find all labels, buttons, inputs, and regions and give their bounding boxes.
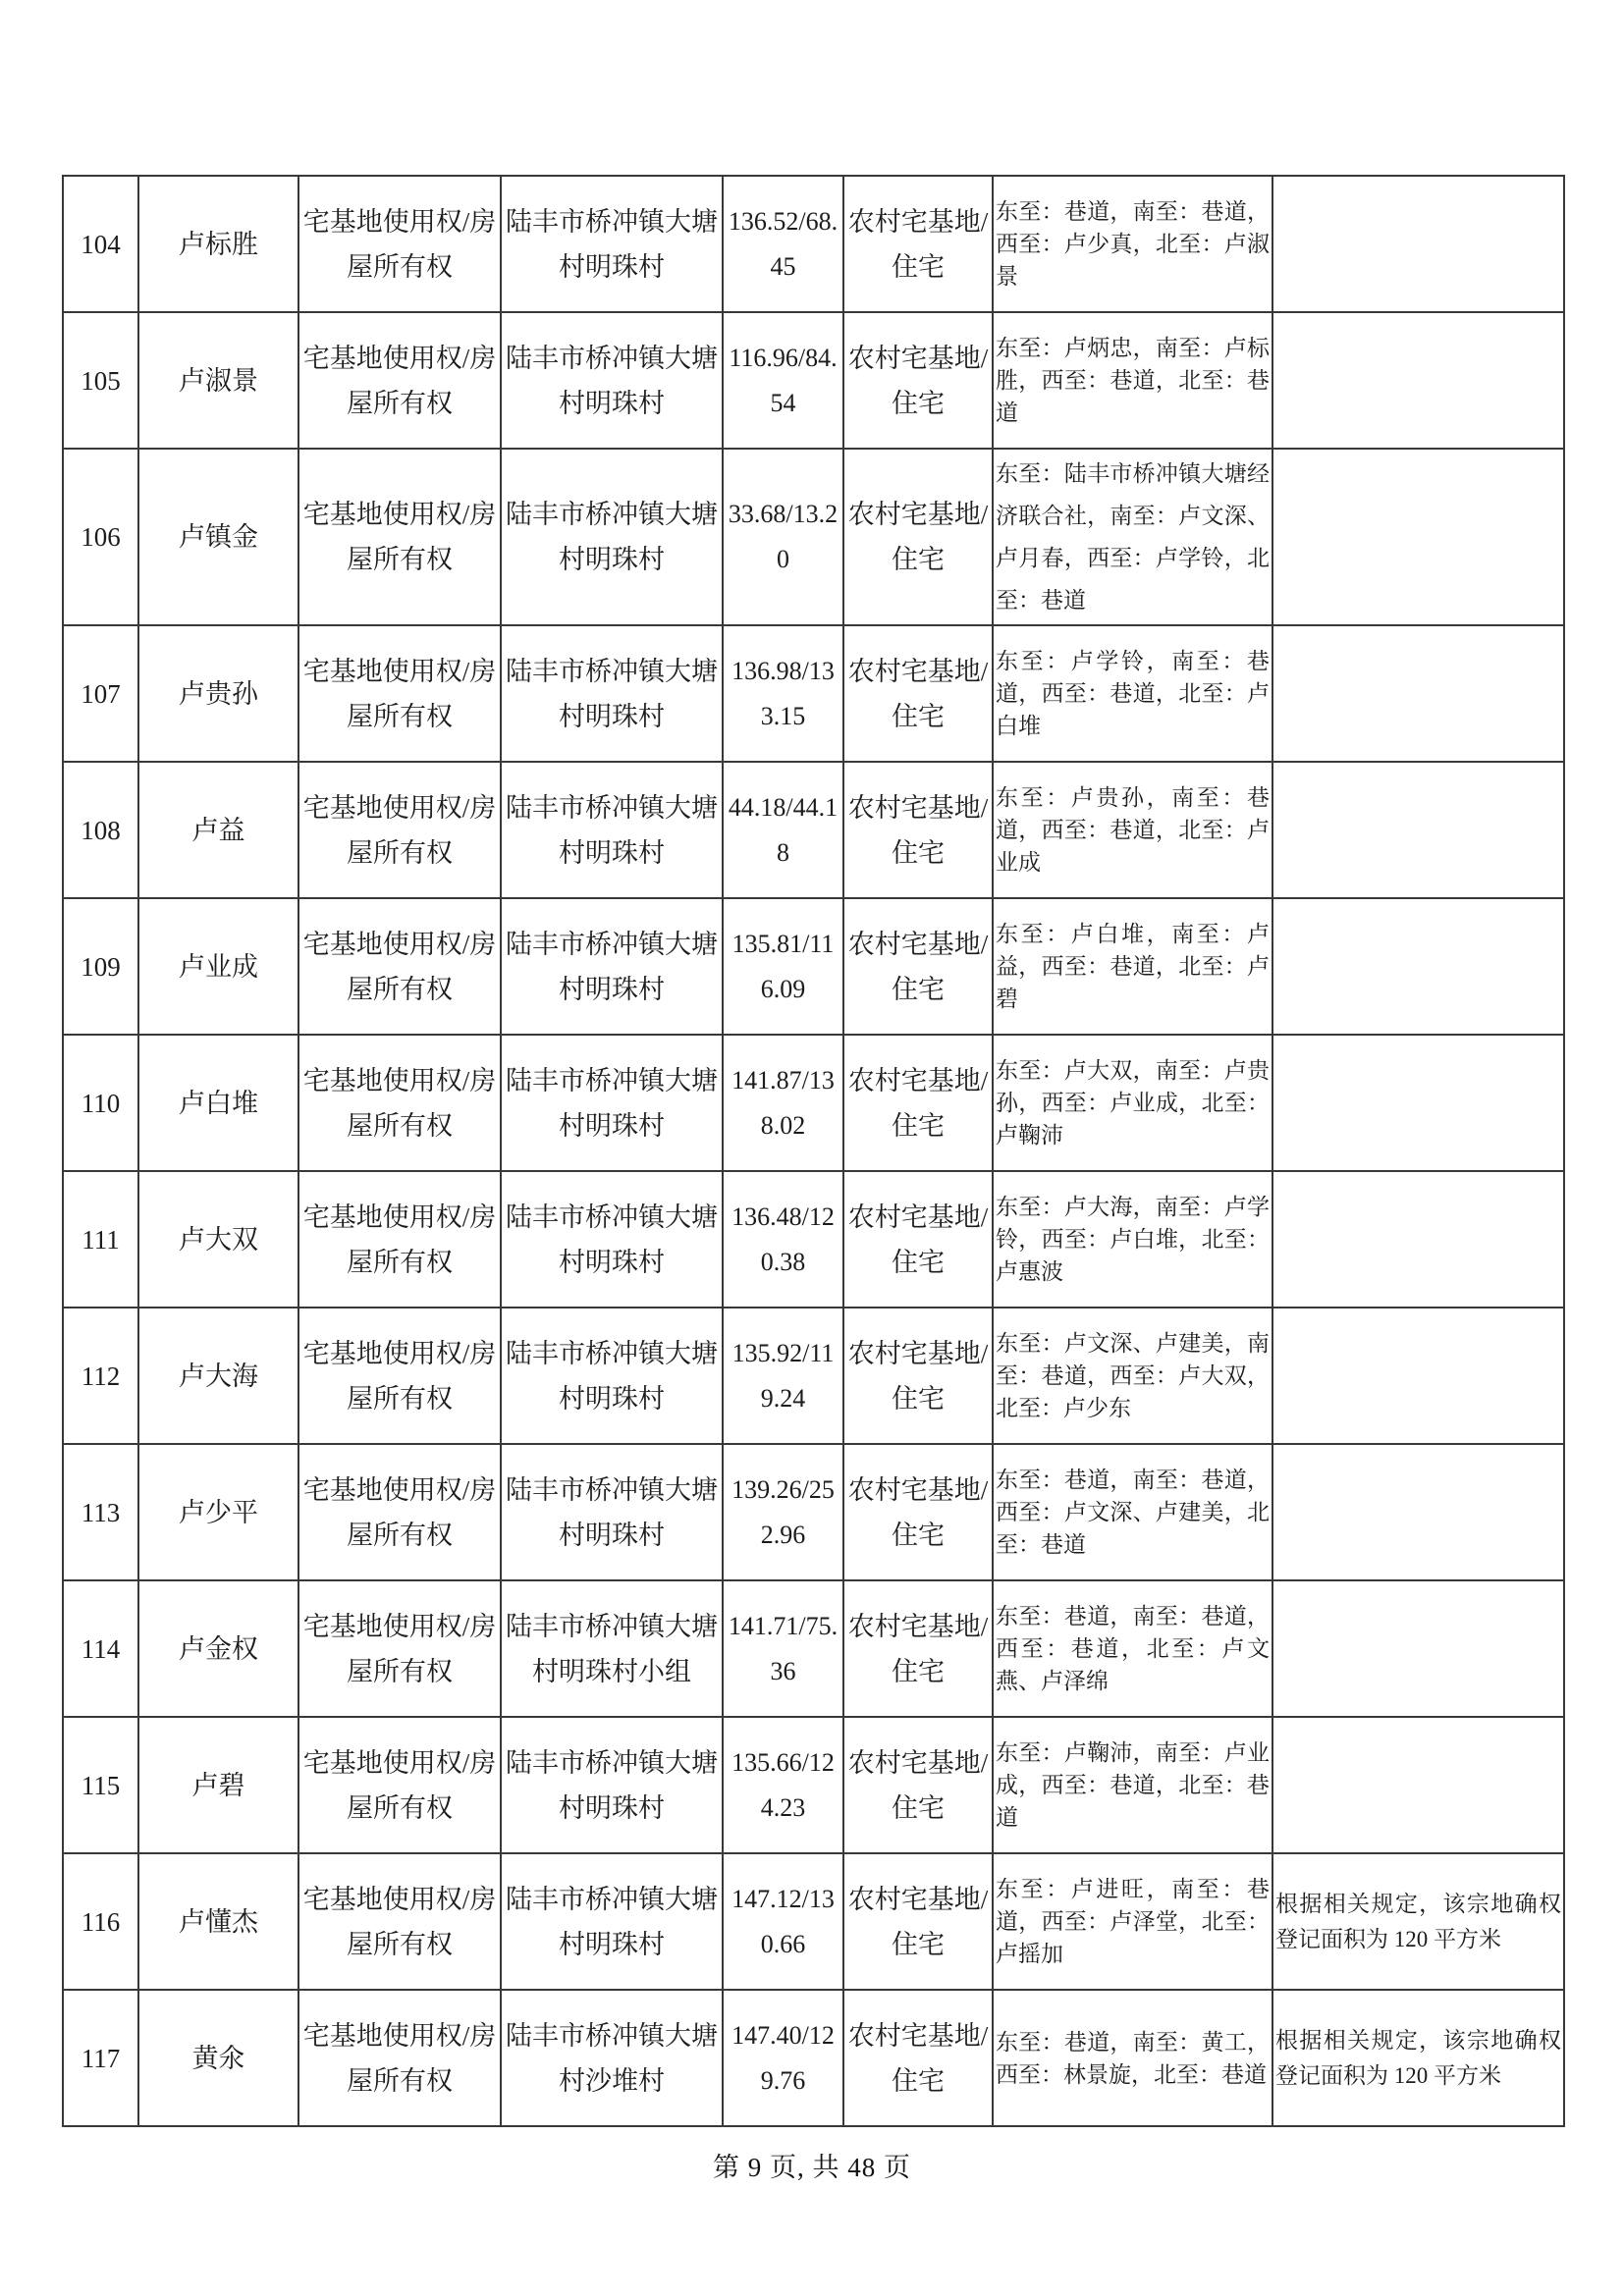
cell-boundaries: 东至：卢文深、卢建美，南至：巷道，西至：卢大双，北至：卢少东 [993, 1308, 1272, 1444]
page-footer: 第 9 页, 共 48 页 [713, 2153, 911, 2182]
cell-owner-name: 卢懂杰 [138, 1853, 298, 1990]
cell-note [1272, 1580, 1564, 1717]
cell-number: 114 [63, 1580, 138, 1717]
cell-number: 105 [63, 312, 138, 449]
cell-boundaries: 东至：巷道，南至：巷道，西至：巷道，北至：卢文燕、卢泽绵 [993, 1580, 1272, 1717]
cell-location: 陆丰市桥冲镇大塘村明珠村 [501, 176, 723, 312]
cell-note [1272, 1717, 1564, 1853]
table-row [63, 1444, 1564, 1580]
cell-location: 陆丰市桥冲镇大塘村明珠村 [501, 1717, 723, 1853]
cell-note [1272, 1171, 1564, 1308]
cell-number: 107 [63, 625, 138, 762]
cell-number: 109 [63, 898, 138, 1035]
cell-land-type: 农村宅基地/住宅 [843, 625, 993, 762]
cell-rights-type: 宅基地使用权/房屋所有权 [298, 312, 501, 449]
cell-area: 136.48/120.38 [723, 1171, 843, 1308]
table-row [63, 625, 1564, 762]
cell-location: 陆丰市桥冲镇大塘村明珠村 [501, 1444, 723, 1580]
cell-rights-type: 宅基地使用权/房屋所有权 [298, 625, 501, 762]
cell-owner-name: 卢贵孙 [138, 625, 298, 762]
cell-owner-name: 卢少平 [138, 1444, 298, 1580]
cell-rights-type: 宅基地使用权/房屋所有权 [298, 1580, 501, 1717]
cell-rights-type: 宅基地使用权/房屋所有权 [298, 176, 501, 312]
cell-land-type: 农村宅基地/住宅 [843, 1990, 993, 2126]
cell-number: 111 [63, 1171, 138, 1308]
cell-owner-name: 卢大海 [138, 1308, 298, 1444]
cell-land-type: 农村宅基地/住宅 [843, 1035, 993, 1171]
cell-location: 陆丰市桥冲镇大塘村明珠村 [501, 1171, 723, 1308]
cell-number: 108 [63, 762, 138, 898]
cell-owner-name: 卢标胜 [138, 176, 298, 312]
cell-rights-type: 宅基地使用权/房屋所有权 [298, 1171, 501, 1308]
cell-number: 106 [63, 449, 138, 625]
cell-land-type: 农村宅基地/住宅 [843, 1717, 993, 1853]
cell-land-type: 农村宅基地/住宅 [843, 1171, 993, 1308]
cell-boundaries: 东至：卢炳忠，南至：卢标胜，西至：巷道，北至：巷道 [993, 312, 1272, 449]
cell-owner-name: 卢镇金 [138, 449, 298, 625]
cell-owner-name: 卢白堆 [138, 1035, 298, 1171]
cell-rights-type: 宅基地使用权/房屋所有权 [298, 1717, 501, 1853]
cell-boundaries: 东至：卢大海，南至：卢学铃，西至：卢白堆，北至：卢惠波 [993, 1171, 1272, 1308]
land-rights-table [62, 175, 1565, 2127]
table-row [63, 312, 1564, 449]
cell-area: 147.40/129.76 [723, 1990, 843, 2126]
cell-location: 陆丰市桥冲镇大塘村明珠村 [501, 762, 723, 898]
cell-location: 陆丰市桥冲镇大塘村沙堆村 [501, 1990, 723, 2126]
table-row [63, 1308, 1564, 1444]
cell-boundaries: 东至：卢贵孙，南至：巷道，西至：巷道，北至：卢业成 [993, 762, 1272, 898]
cell-rights-type: 宅基地使用权/房屋所有权 [298, 1308, 501, 1444]
cell-land-type: 农村宅基地/住宅 [843, 312, 993, 449]
cell-area: 135.81/116.09 [723, 898, 843, 1035]
cell-rights-type: 宅基地使用权/房屋所有权 [298, 1444, 501, 1580]
cell-land-type: 农村宅基地/住宅 [843, 1444, 993, 1580]
cell-number: 104 [63, 176, 138, 312]
cell-number: 113 [63, 1444, 138, 1580]
table-row [63, 1035, 1564, 1171]
cell-boundaries: 东至：卢白堆，南至：卢益，西至：巷道，北至：卢碧 [993, 898, 1272, 1035]
cell-location: 陆丰市桥冲镇大塘村明珠村小组 [501, 1580, 723, 1717]
table-row [63, 449, 1564, 625]
cell-note [1272, 312, 1564, 449]
cell-land-type: 农村宅基地/住宅 [843, 762, 993, 898]
cell-location: 陆丰市桥冲镇大塘村明珠村 [501, 898, 723, 1035]
cell-location: 陆丰市桥冲镇大塘村明珠村 [501, 1308, 723, 1444]
cell-area: 44.18/44.18 [723, 762, 843, 898]
cell-note: 根据相关规定，该宗地确权登记面积为 120 平方米 [1272, 1853, 1564, 1990]
cell-area: 141.87/138.02 [723, 1035, 843, 1171]
cell-area: 135.92/119.24 [723, 1308, 843, 1444]
cell-owner-name: 黄氽 [138, 1990, 298, 2126]
cell-boundaries: 东至：陆丰市桥冲镇大塘经济联合社，南至：卢文深、卢月春，西至：卢学铃，北至：巷道 [993, 449, 1272, 625]
cell-area: 136.52/68.45 [723, 176, 843, 312]
cell-location: 陆丰市桥冲镇大塘村明珠村 [501, 312, 723, 449]
cell-land-type: 农村宅基地/住宅 [843, 1580, 993, 1717]
cell-land-type: 农村宅基地/住宅 [843, 449, 993, 625]
cell-owner-name: 卢金权 [138, 1580, 298, 1717]
table-row [63, 1990, 1564, 2126]
cell-area: 139.26/252.96 [723, 1444, 843, 1580]
cell-land-type: 农村宅基地/住宅 [843, 1308, 993, 1444]
table-row [63, 1717, 1564, 1853]
cell-rights-type: 宅基地使用权/房屋所有权 [298, 449, 501, 625]
cell-boundaries: 东至：巷道，南至：黄工，西至：林景旋，北至：巷道 [993, 1990, 1272, 2126]
cell-owner-name: 卢业成 [138, 898, 298, 1035]
cell-note [1272, 1308, 1564, 1444]
cell-number: 116 [63, 1853, 138, 1990]
cell-note [1272, 762, 1564, 898]
table-row [63, 1580, 1564, 1717]
cell-note [1272, 898, 1564, 1035]
cell-owner-name: 卢大双 [138, 1171, 298, 1308]
cell-rights-type: 宅基地使用权/房屋所有权 [298, 1035, 501, 1171]
cell-boundaries: 东至：卢大双，南至：卢贵孙，西至：卢业成，北至：卢鞠沛 [993, 1035, 1272, 1171]
cell-owner-name: 卢碧 [138, 1717, 298, 1853]
cell-location: 陆丰市桥冲镇大塘村明珠村 [501, 625, 723, 762]
table-row [63, 762, 1564, 898]
cell-note [1272, 625, 1564, 762]
cell-area: 33.68/13.20 [723, 449, 843, 625]
cell-location: 陆丰市桥冲镇大塘村明珠村 [501, 1035, 723, 1171]
cell-rights-type: 宅基地使用权/房屋所有权 [298, 1853, 501, 1990]
cell-boundaries: 东至：卢学铃，南至：巷道，西至：巷道，北至：卢白堆 [993, 625, 1272, 762]
cell-number: 110 [63, 1035, 138, 1171]
cell-boundaries: 东至：巷道，南至：巷道，西至：卢少真，北至：卢淑景 [993, 176, 1272, 312]
cell-owner-name: 卢淑景 [138, 312, 298, 449]
records-body [63, 176, 1564, 2126]
cell-note [1272, 449, 1564, 625]
cell-boundaries: 东至：卢进旺，南至：巷道，西至：卢泽堂，北至：卢摇加 [993, 1853, 1272, 1990]
cell-rights-type: 宅基地使用权/房屋所有权 [298, 1990, 501, 2126]
table-row [63, 1171, 1564, 1308]
table-row [63, 176, 1564, 312]
table-row [63, 898, 1564, 1035]
cell-note [1272, 1444, 1564, 1580]
cell-note [1272, 176, 1564, 312]
cell-boundaries: 东至：卢鞠沛，南至：卢业成，西至：巷道，北至：巷道 [993, 1717, 1272, 1853]
cell-area: 136.98/133.15 [723, 625, 843, 762]
cell-location: 陆丰市桥冲镇大塘村明珠村 [501, 449, 723, 625]
cell-land-type: 农村宅基地/住宅 [843, 176, 993, 312]
cell-land-type: 农村宅基地/住宅 [843, 1853, 993, 1990]
table-row [63, 1853, 1564, 1990]
cell-number: 117 [63, 1990, 138, 2126]
cell-rights-type: 宅基地使用权/房屋所有权 [298, 898, 501, 1035]
cell-number: 115 [63, 1717, 138, 1853]
cell-note [1272, 1035, 1564, 1171]
cell-area: 141.71/75.36 [723, 1580, 843, 1717]
cell-number: 112 [63, 1308, 138, 1444]
cell-note: 根据相关规定，该宗地确权登记面积为 120 平方米 [1272, 1990, 1564, 2126]
cell-owner-name: 卢益 [138, 762, 298, 898]
cell-boundaries: 东至：巷道，南至：巷道，西至：卢文深、卢建美，北至：巷道 [993, 1444, 1272, 1580]
cell-location: 陆丰市桥冲镇大塘村明珠村 [501, 1853, 723, 1990]
cell-land-type: 农村宅基地/住宅 [843, 898, 993, 1035]
cell-rights-type: 宅基地使用权/房屋所有权 [298, 762, 501, 898]
cell-area: 116.96/84.54 [723, 312, 843, 449]
cell-area: 147.12/130.66 [723, 1853, 843, 1990]
cell-area: 135.66/124.23 [723, 1717, 843, 1853]
